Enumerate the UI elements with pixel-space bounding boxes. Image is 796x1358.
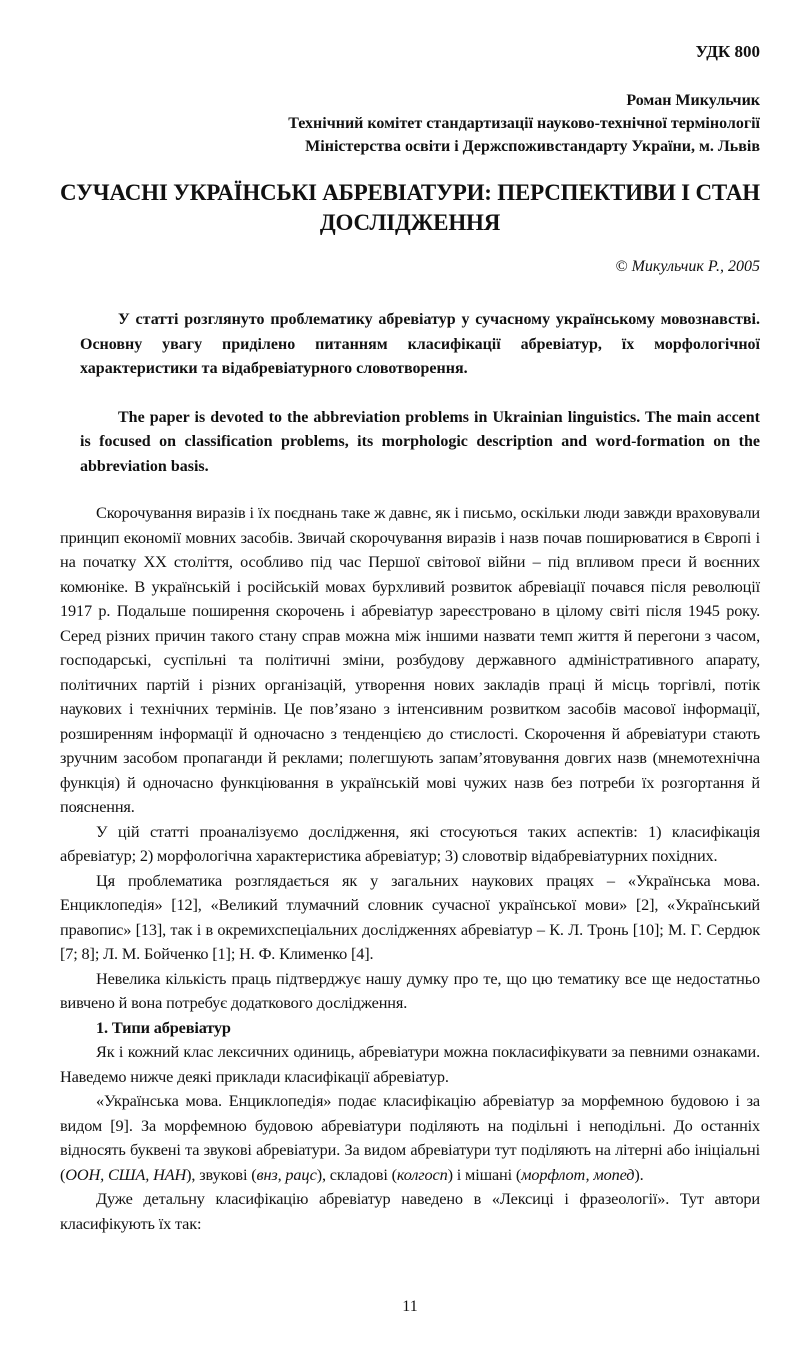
author-name: Роман Микульчик <box>626 92 760 109</box>
paragraph <box>60 1089 760 1187</box>
text: ). <box>634 1164 644 1184</box>
article-title: СУЧАСНІ УКРАЇНСЬКІ АБРЕВІАТУРИ: ПЕРСПЕКТИВИ І СТАН ДОСЛІДЖЕННЯ <box>60 180 760 235</box>
paragraph: Невелика кількість праць підтверджує нашу думку про те, що цю тематику все ще недостатньо вивчено й вона потребує додаткового дослідження. <box>60 968 760 1012</box>
example: морфлот, мопед <box>521 1164 635 1184</box>
abstract-ukrainian: У статті розглянуто проблематику абревіатур у сучасному українському мовознавстві. Основну увагу приділено питанням класифікації абревіатур, їх морфологічної характеристики та відабревіатурного словотворення. <box>80 311 760 377</box>
text: ), складові ( <box>316 1164 397 1184</box>
affiliation-line-1: Технічний комітет стандартизації науково-технічної термінології <box>288 115 760 132</box>
article-body <box>60 501 760 1236</box>
paragraph: Ця проблематика розглядається як у загальних наукових працях – «Українська мова. Енциклопедія» [12], «Великий тлумачний словник сучасної української мови» [2], «Український правопис» [13], так і в окремихспеціальних дослідженнях абревіатур – К. Л. Тронь [10]; М. Г. Сердюк [7; 8]; Л. М. Бойченко [1]; Н. Ф. Клименко [4]. <box>60 870 760 963</box>
affiliation-line-2: Міністерства освіти і Держспоживстандарту України, м. Львів <box>305 138 760 155</box>
paragraph: У цій статті проаналізуємо дослідження, які стосуються таких аспектів: 1) класифікація абревіатур; 2) морфологічна характеристика абревіатур; 3) словотвір відабревіатурних похідних. <box>60 821 760 865</box>
paragraph: Як і кожний клас лексичних одиниць, абревіатури можна покласифікувати за певними ознаками. Наведемо нижче деякі приклади класифікації абревіатур. <box>60 1042 760 1086</box>
text: ), звукові ( <box>186 1164 257 1184</box>
paragraph: Скорочування виразів і їх поєднань таке ж давнє, як і письмо, оскільки люди завжди враховували принцип економії мовних засобів. Звичай скорочування виразів і назв почав поширюватися в Європі і на початку XX століття, особливо під час Першої світової війни – під впливом преси й воєнних комюніке. В українській і російській мовах бурхливий розвиток абревіації почався після революції 1917 р. Подальше поширення скорочень і абревіатур зареєстровано в цілому світі після 1945 року. Серед різних причин такого стану справ можна між іншими назвати темп життя й перегони з часом, господарські, суспільні та політичні зміни, розбудову державного адміністративного апарату, політичних партій і різних організацій, утворення нових закладів праці й місць торгівлі, потік наукових і технічних термінів. Це пов’язано з інтенсивним розвитком засобів масової інформації, розширенням інформації й одночасно з тенденцією до стислості. Скорочення й абревіатури стають зручним засобом пропаганди й реклами; полегшують запам’ятовування довгих назв (мнемотехнічна функція) й одночасно функціювання в українській мові чужих назв без потреби їх розгортання й пояснення. <box>60 503 760 816</box>
abstract-english: The paper is devoted to the abbreviation problems in Ukrainian linguistics. The main accent is focused on classification problems, its morphologic description and word-formation on the abbreviation basis. <box>80 408 760 475</box>
page-number: 11 <box>402 1298 418 1315</box>
example: внз, рацс <box>256 1164 317 1184</box>
example: ООН, США, НАН <box>65 1164 187 1184</box>
copyright: © Микульчик Р., 2005 <box>615 258 760 275</box>
paragraph: Дуже детальну класифікацію абревіатур наведено в «Лексиці і фразеології». Тут автори класифікують їх так: <box>60 1189 760 1233</box>
text: ) і мішані ( <box>447 1164 522 1184</box>
text: «Українська мова. Енциклопедія» подає класифікацію абревіатур за морфемною будовою і за видом [9]. За морфемною будовою абревіатури поділяють на подільні і неподільні. До останніх відносять буквені та звукові абревіатури. За видом абревіатури тут поділяють на літерні або ініціальні ( <box>60 1091 760 1184</box>
example: колгосп <box>396 1164 448 1184</box>
section-heading: 1. Типи абревіатур <box>96 1017 231 1037</box>
udc-code: УДК 800 <box>695 42 760 61</box>
